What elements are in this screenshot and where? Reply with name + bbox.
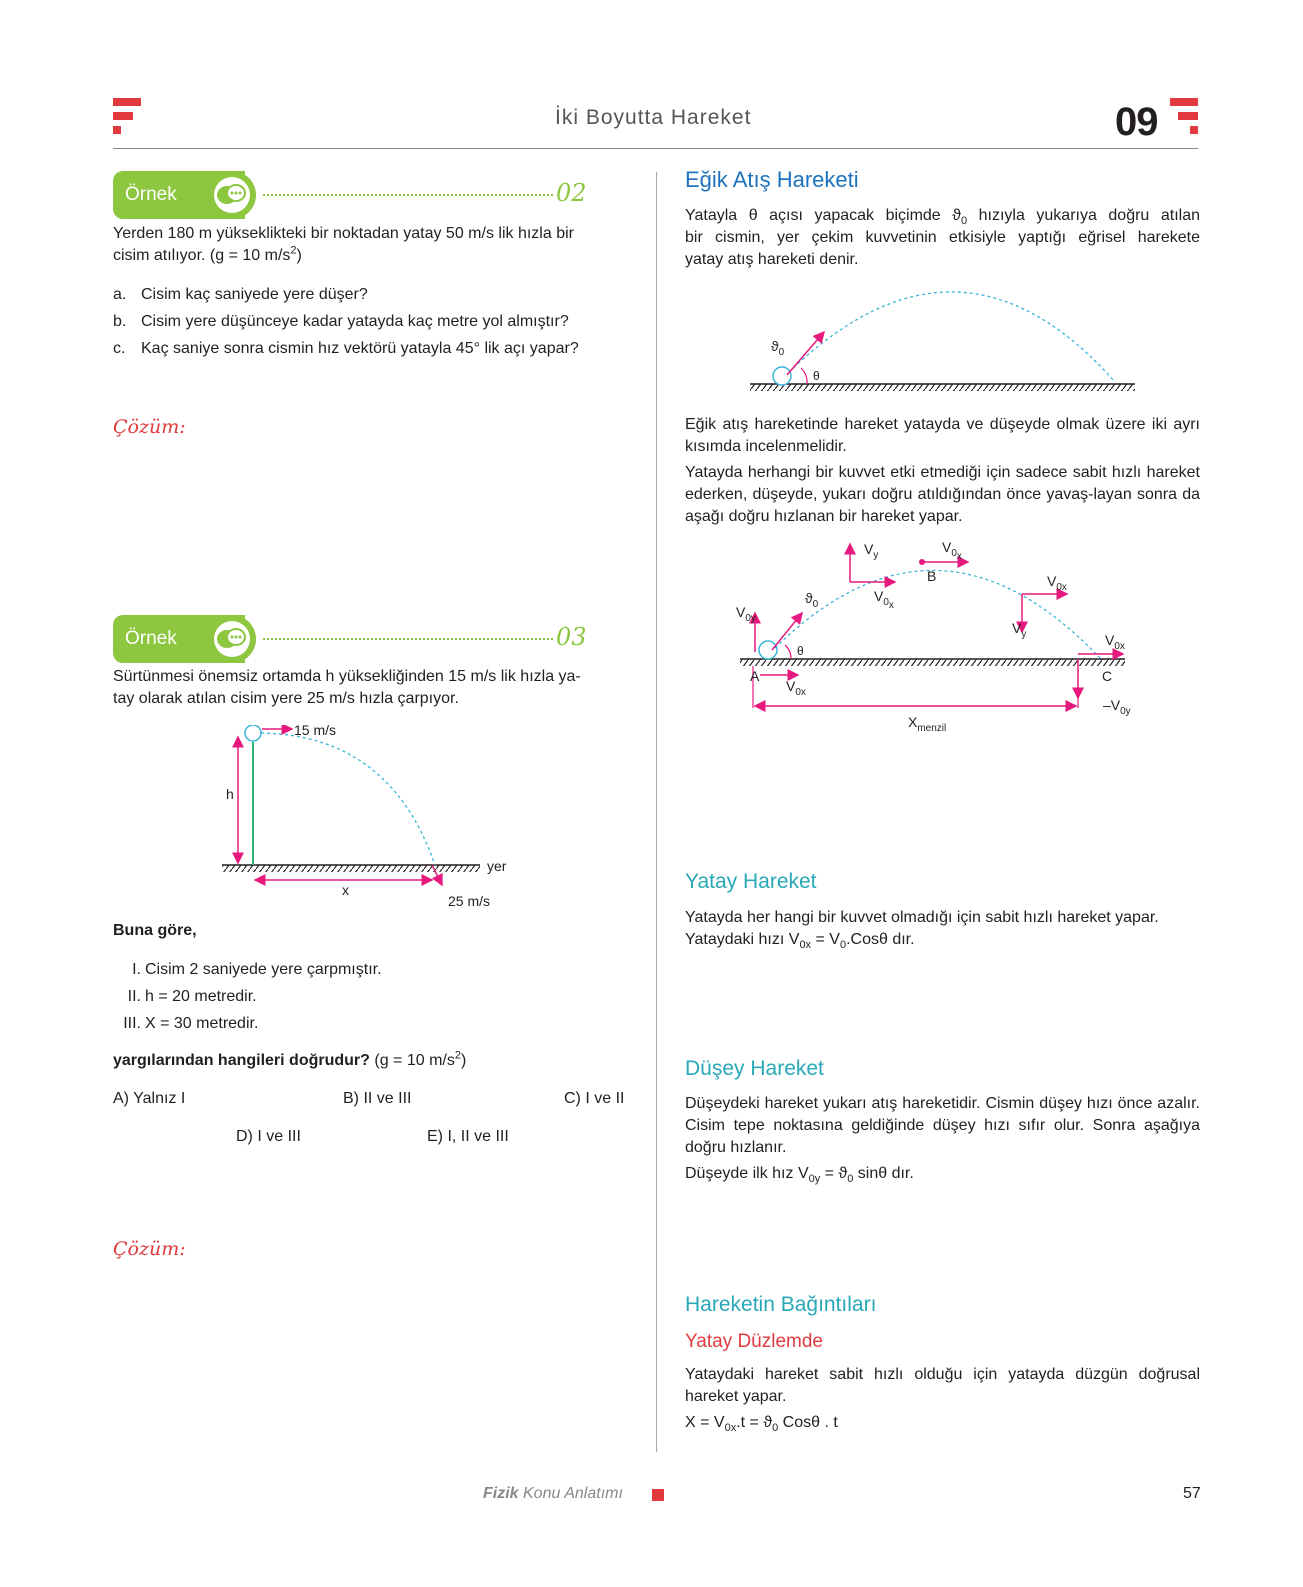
- v-start-label: 15 m/s: [294, 722, 337, 738]
- example-02-header: [113, 171, 633, 219]
- dotted-leader: [263, 194, 553, 196]
- ground-hatch: [222, 865, 480, 872]
- list-item: a. Cisim kaç saniyede yere düşer?: [113, 286, 368, 303]
- theta0-label: $ϑ_0$: [805, 590, 819, 610]
- page-number: 57: [1183, 1485, 1201, 1502]
- header-rule: [113, 148, 1198, 149]
- v0-label: $ϑ_0$: [771, 338, 785, 358]
- duzlem-paragraph-2: $X = V_{0x}.t = ϑ_0$ Cosθ . t: [685, 1414, 838, 1435]
- section-title-bagintilar: Hareketin Bağıntıları: [685, 1293, 877, 1316]
- problem-line: cisim atılıyor. (g = 10 $m/s^2$): [113, 244, 302, 264]
- lead-text: Buna göre,: [113, 922, 197, 939]
- theta-label: θ: [813, 369, 820, 383]
- ornek-badge: Örnek: [113, 615, 245, 663]
- option-e[interactable]: E) I, II ve III: [427, 1128, 509, 1145]
- egik-paragraph-3: Yatayda herhangi bir kuvvet etki etmediği için sadece sabit hızlı hareket ederken, düşeyde, yukarı doğru atıldığından önce yavaş-layan sonra da aşağı doğru hızlanan bir hareket yapar.: [685, 464, 1200, 525]
- voy-label: $V_{0y}$: [736, 604, 756, 624]
- egik-paragraph-1: Yatayla θ açısı yapacak biçimde $ϑ_0$ hızıyla yukarıya doğru atılan bir cismin, yer çekim kuvvetinin etkisiyle yaptığı eğrisel harekete yatay atış hareketi denir.: [685, 207, 1200, 268]
- problem-line: tay olarak atılan cisim yere 25 m/s hızla çarpıyor.: [113, 690, 459, 707]
- ground-hatch: [750, 384, 1135, 391]
- logo-right-icon: [1170, 98, 1200, 138]
- example-03-problem: [113, 666, 633, 710]
- ball: [759, 641, 777, 659]
- question-text: yargılarından hangileri doğrudur? (g = 10 $m/s^2$): [113, 1049, 467, 1069]
- point-c-label: C: [1102, 668, 1113, 684]
- example-number: 02: [556, 179, 587, 207]
- option-d[interactable]: D) I ve III: [236, 1128, 301, 1145]
- example-03-header: [113, 615, 633, 663]
- statements: [113, 959, 513, 1035]
- theta-arc: [801, 368, 807, 384]
- ball: [773, 367, 791, 385]
- trajectory-curve: [261, 733, 435, 865]
- trajectory-curve: [789, 292, 1115, 382]
- problem-line: Yerden 180 m yükseklikteki bir noktadan yatay 50 m/s lik hızla bir: [113, 225, 574, 242]
- ground-hatch: [740, 659, 1125, 666]
- section-title-yatay: Yatay Hareket: [685, 870, 817, 893]
- oblique-throw-figure: [745, 285, 1145, 400]
- v0x-mid-label: $V_{0_x}$: [874, 588, 894, 611]
- egik-paragraph-2: Eğik atış hareketinde hareket yatayda ve düşeyde olmak üzere iki ayrı kısımda incelenmelidir.: [685, 416, 1200, 455]
- list-item: I. Cisim 2 saniyede yere çarpmıştır.: [132, 961, 382, 978]
- yatay-paragraph: Yatayda her hangi bir kuvvet olmadığı için sabit hızlı hareket yapar. Yataydaki hızı $V_{0x} = V_0.Cos\theta$ dır.: [685, 909, 1159, 952]
- v-end-label: 25 m/s: [448, 893, 491, 909]
- logo-left-icon: [113, 98, 143, 138]
- duzlem-paragraph-1: Yataydaki hareket sabit hızlı olduğu için yatayda düzgün doğrusal hareket yapar.: [685, 1366, 1200, 1405]
- section-title-egik-atis: Eğik Atış Hareketi: [685, 167, 859, 192]
- vy-label: $V_y$: [864, 541, 879, 561]
- list-item: III. X = 30 metredir.: [123, 1015, 259, 1032]
- solution-label: Çözüm:: [113, 1238, 186, 1260]
- vox-end-label: $V_{0x}$: [1105, 632, 1125, 652]
- footer-book-title: Fizik Konu Anlatımı: [483, 1485, 623, 1502]
- v0x-top-label: $V_{0_x}$: [942, 539, 962, 562]
- option-a[interactable]: A) Yalnız I: [113, 1090, 186, 1107]
- list-item: II. h = 20 metredir.: [127, 988, 257, 1005]
- problem-line: Sürtünmesi önemsiz ortamda h yüksekliğinden 15 m/s lik hızla ya-: [113, 668, 581, 685]
- example-02-items: [113, 284, 643, 360]
- footer-square-icon: [652, 1489, 664, 1501]
- ornek-badge: Örnek: [113, 171, 245, 219]
- theta-arc: [785, 645, 791, 659]
- column-divider: [656, 172, 657, 1452]
- list-item: b. Cisim yere düşünceye kadar yatayda kaç metre yol almıştır?: [113, 313, 569, 330]
- horizontal-throw-figure: [220, 725, 550, 935]
- chat-bubble-icon: [205, 615, 259, 663]
- vox-bottom-label: $V_{0x}$: [786, 678, 806, 698]
- ball: [245, 725, 261, 741]
- dusey-paragraph-2: Düşeyde ilk hız $V_{0y} = ϑ_0$ sinθ dır.: [685, 1165, 914, 1186]
- option-b[interactable]: B) II ve III: [343, 1090, 412, 1107]
- x-label: x: [342, 882, 349, 898]
- example-02-problem: [113, 223, 633, 267]
- point-a-label: A: [750, 668, 760, 684]
- theta-label-2: θ: [797, 644, 804, 658]
- point-b-label: B: [927, 568, 937, 584]
- page-title: İki Boyutta Hareket: [555, 106, 752, 129]
- chat-bubble-icon: [205, 171, 259, 219]
- subsection-title-yatay-duzlem: Yatay Düzlemde: [685, 1331, 823, 1352]
- example-number: 03: [556, 623, 587, 651]
- dotted-leader: [263, 638, 553, 640]
- vox-right-label: $V_{0x}$: [1047, 573, 1067, 593]
- range-label: $X_{menzil}$: [908, 714, 947, 734]
- ground-label: yer: [487, 858, 507, 874]
- section-title-dusey: Düşey Hareket: [685, 1057, 824, 1080]
- chapter-number: 09: [1115, 100, 1158, 144]
- dusey-paragraph-1: Düşeydeki hareket yukarı atış hareketidir. Cismin düşey hızı önce azalır. Cisim tepe noktasına geldiğinde düşey hızı sıfır olur. Sonra aşağıya doğru hızlanır.: [685, 1095, 1200, 1156]
- h-label: h: [226, 786, 234, 802]
- option-c[interactable]: C) I ve II: [564, 1090, 625, 1107]
- solution-label: Çözüm:: [113, 416, 186, 438]
- neg-voy-label: $-V_{0y}$: [1103, 697, 1131, 717]
- list-item: c. Kaç saniye sonra cismin hız vektörü yatayla 45° lik açı yapar?: [113, 340, 579, 357]
- vy-down-label: $V_y$: [1012, 620, 1027, 640]
